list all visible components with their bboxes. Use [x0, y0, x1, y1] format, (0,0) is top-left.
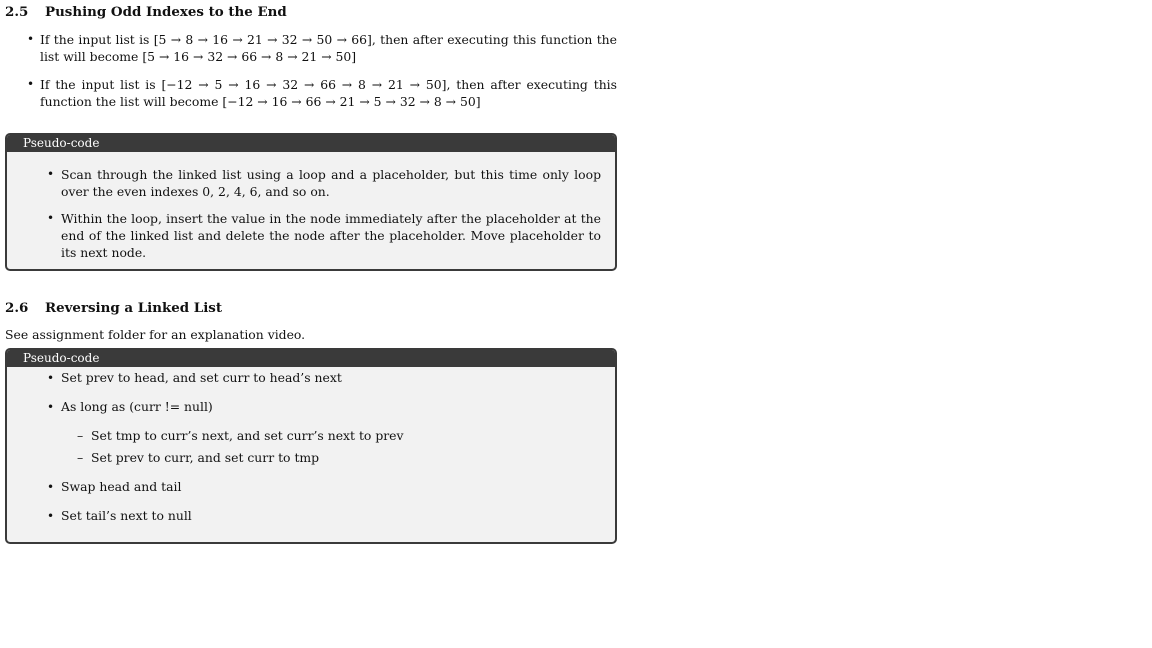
pseudo-code-header: Pseudo-code — [7, 135, 615, 152]
section-heading — [5, 299, 222, 317]
loop-body-list — [61, 428, 597, 466]
sub-list-item: – Set tmp to curr’s next, and set curr’s next to prev — [61, 428, 597, 444]
section-title: Pushing Odd Indexes to the End — [45, 4, 287, 20]
section-heading — [5, 3, 287, 21]
pseudo-code-box — [5, 348, 617, 544]
pseudo-code-header: Pseudo-code — [7, 350, 615, 367]
pseudo-code-box — [5, 133, 617, 271]
list-item: • Set tail’s next to null — [7, 508, 615, 524]
pseudo-code-list — [7, 370, 615, 524]
example-list — [5, 31, 617, 110]
list-item: • Scan through the linked list using a loop and a placeholder, but this time only loop over the even indexes 0, 2, 4, 6, and so on. — [7, 166, 617, 200]
list-item: • Swap head and tail — [7, 479, 615, 495]
list-item: • Within the loop, insert the value in the node immediately after the placeholder at the end of the linked list and delete the node after the placeholder. Move placeholder to its next node. — [7, 210, 617, 261]
section-title: Reversing a Linked List — [45, 300, 223, 316]
pseudo-code-list — [7, 166, 617, 261]
list-item: • If the input list is [5 → 8 → 16 → 21 → 32 → 50 → 66], then after executing this function the list will become [5 → 16 → 32 → 66 → 8 → 21 → 50] — [5, 31, 617, 65]
list-item — [7, 399, 615, 466]
list-item: • If the input list is [−12 → 5 → 16 → 32 → 66 → 8 → 21 → 50], then after executing this function the list will become [−12 → 16 → 66 → 21 → 5 → 32 → 8 → 50] — [5, 76, 617, 110]
intro-text: See assignment folder for an explanation video. — [5, 327, 306, 342]
loop-condition: As long as (curr != null) — [61, 399, 213, 414]
sub-list-item: – Set prev to curr, and set curr to tmp — [61, 450, 597, 466]
section-number: 2.5 — [5, 4, 29, 20]
list-item: • Set prev to head, and set curr to head’s next — [7, 370, 615, 386]
section-number: 2.6 — [5, 300, 29, 316]
